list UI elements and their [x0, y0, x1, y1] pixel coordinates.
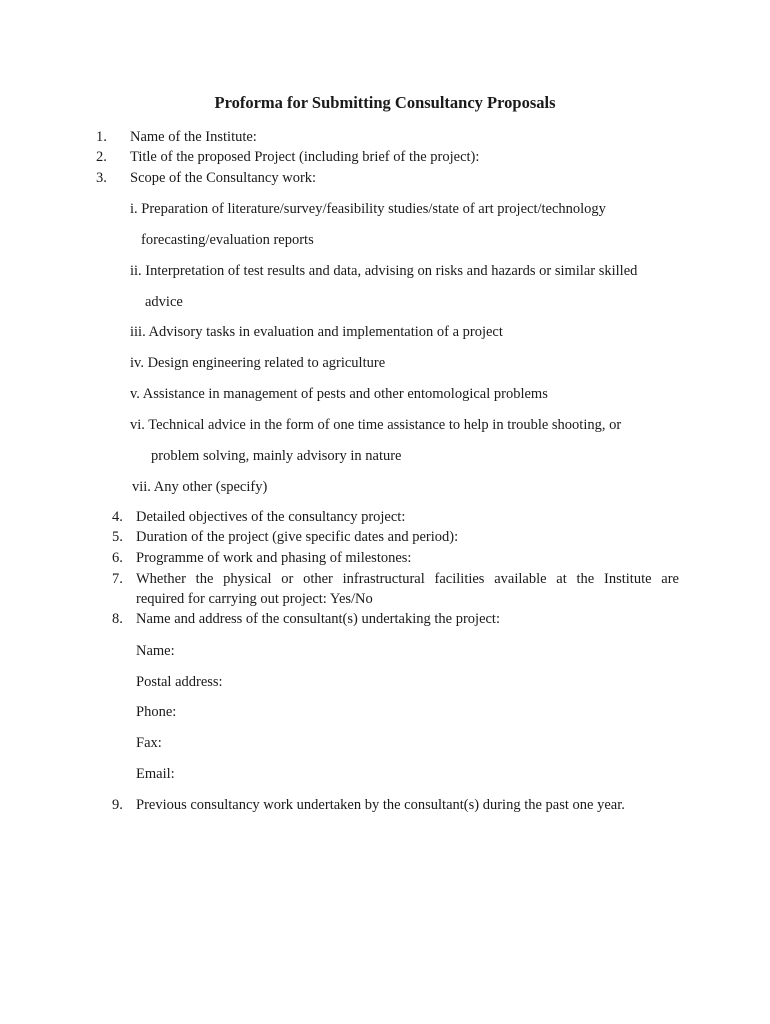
item-5-text: Duration of the project (give specific dates and period): — [136, 529, 459, 545]
item-7-number: 7. — [112, 571, 123, 587]
consultant-fax-label: Fax: — [136, 735, 162, 751]
scope-item-ii: ii. Interpretation of test results and data, advising on risks and hazards or similar skilled — [130, 263, 638, 279]
consultant-name-label: Name: — [136, 643, 175, 659]
item-7-text: Whether the physical or other infrastructural facilities available at the Institute are — [136, 571, 679, 587]
item-8-number: 8. — [112, 611, 123, 627]
scope-item-vi: vi. Technical advice in the form of one time assistance to help in trouble shooting, or — [130, 417, 622, 433]
consultant-postal-address-label: Postal address: — [136, 674, 223, 690]
document-title: Proforma for Submitting Consultancy Proposals — [214, 93, 556, 112]
item-9-text: Previous consultancy work undertaken by the consultant(s) during the past one year. — [136, 797, 625, 813]
item-2-text: Title of the proposed Project (including brief of the project): — [130, 149, 480, 165]
scope-item-v: v. Assistance in management of pests and other entomological problems — [130, 386, 548, 402]
item-8-text: Name and address of the consultant(s) undertaking the project: — [136, 611, 500, 627]
consultant-email-label: Email: — [136, 766, 175, 782]
item-1-number: 1. — [96, 129, 107, 145]
scope-item-i: i. Preparation of literature/survey/feasibility studies/state of art project/technology — [130, 201, 606, 217]
scope-item-iv: iv. Design engineering related to agriculture — [130, 355, 386, 371]
scope-item-iii: iii. Advisory tasks in evaluation and implementation of a project — [130, 324, 503, 340]
scope-item-vii: vii. Any other (specify) — [132, 479, 268, 495]
consultant-phone-label: Phone: — [136, 704, 177, 720]
item-9-number: 9. — [112, 797, 123, 813]
item-5-number: 5. — [112, 529, 123, 545]
item-4-number: 4. — [112, 509, 123, 525]
item-3-number: 3. — [96, 170, 107, 186]
scope-item-ii-continued: advice — [145, 294, 183, 310]
item-1-text: Name of the Institute: — [130, 129, 257, 145]
item-6-text: Programme of work and phasing of milestones: — [136, 550, 412, 566]
scope-item-vi-continued: problem solving, mainly advisory in nature — [151, 448, 402, 464]
item-6-number: 6. — [112, 550, 123, 566]
item-3-text: Scope of the Consultancy work: — [130, 170, 317, 186]
scope-item-i-continued: forecasting/evaluation reports — [141, 232, 314, 248]
item-7-text-continued: required for carrying out project: Yes/No — [136, 591, 373, 607]
item-4-text: Detailed objectives of the consultancy project: — [136, 509, 406, 525]
item-2-number: 2. — [96, 149, 107, 165]
